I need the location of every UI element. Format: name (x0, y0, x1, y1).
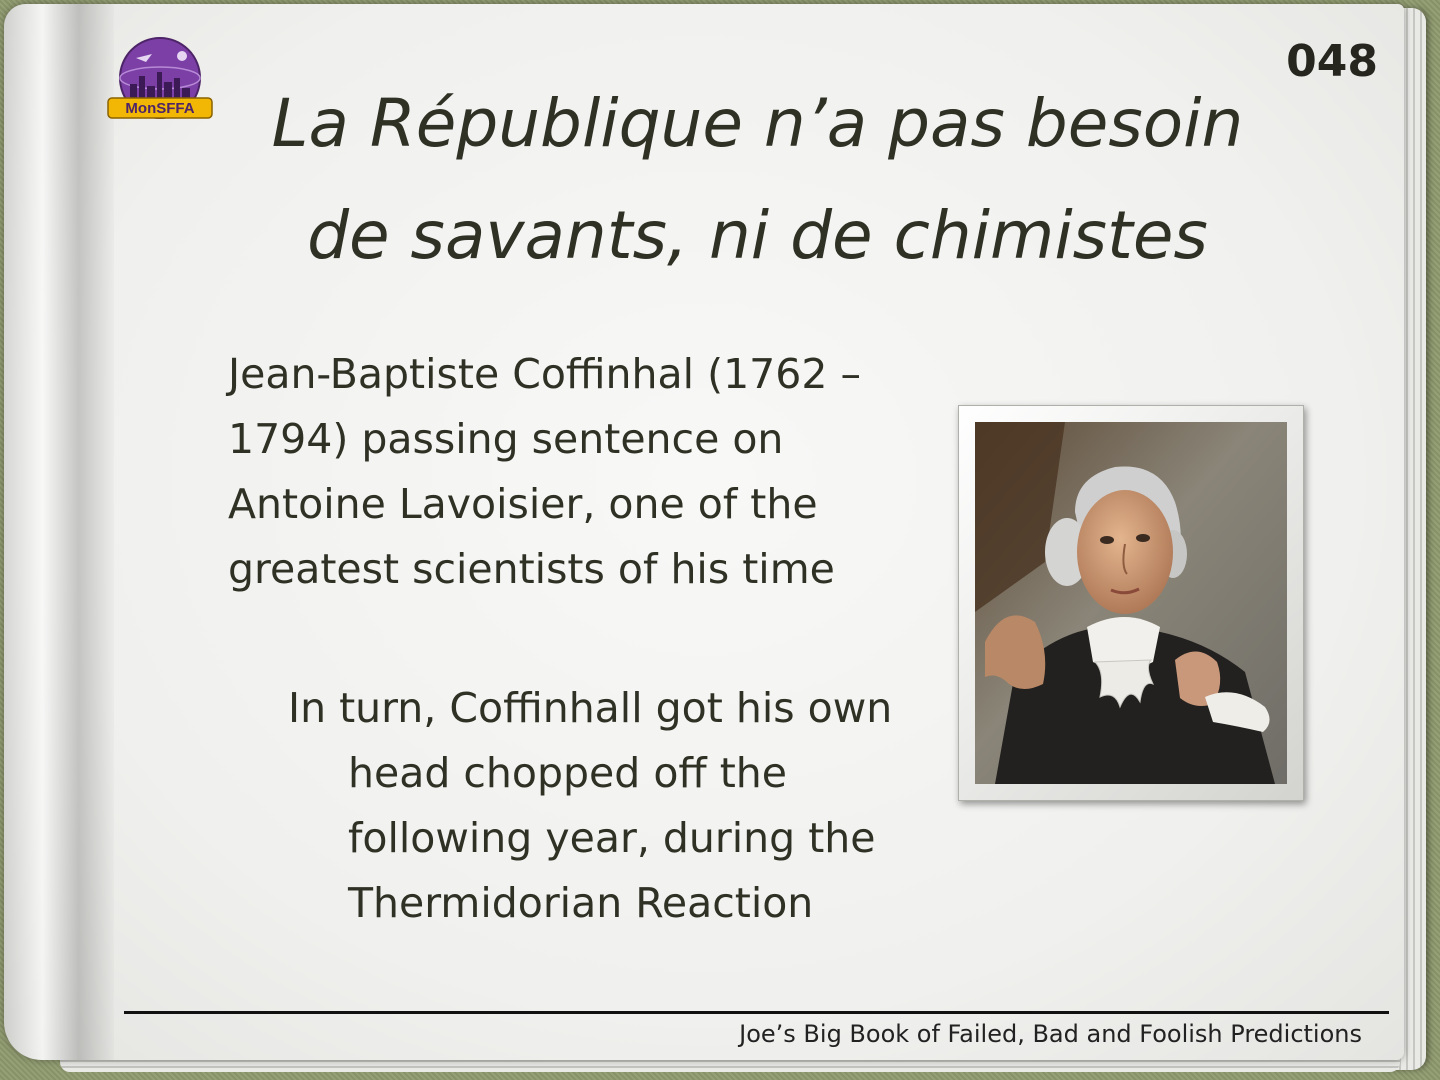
logo-text: MonSFFA (125, 100, 195, 117)
page-spine-shadow (4, 4, 114, 1060)
body-paragraph-2: In turn, Coffinhall got his own head chopped off the following year, during the Thermidorian Reaction (288, 684, 893, 927)
footer-book-title: Joe’s Big Book of Failed, Bad and Foolish Predictions (739, 1020, 1362, 1048)
body-paragraph-1: Jean-Baptiste Coffinhal (1762 – 1794) passing sentence on Antoine Lavoisier, one of the greatest scientists of his time (228, 350, 861, 593)
slide-title (220, 68, 1295, 292)
portrait-painting-icon (975, 422, 1287, 784)
footer-rule (124, 1011, 1389, 1014)
page-number: 048 (1286, 36, 1378, 87)
slide-title-line-1: La République n’a pas besoin (271, 85, 1244, 162)
monsffa-logo (106, 36, 214, 126)
slide-title-line-2: de savants, ni de chimistes (307, 197, 1208, 274)
portrait-frame (958, 405, 1304, 801)
